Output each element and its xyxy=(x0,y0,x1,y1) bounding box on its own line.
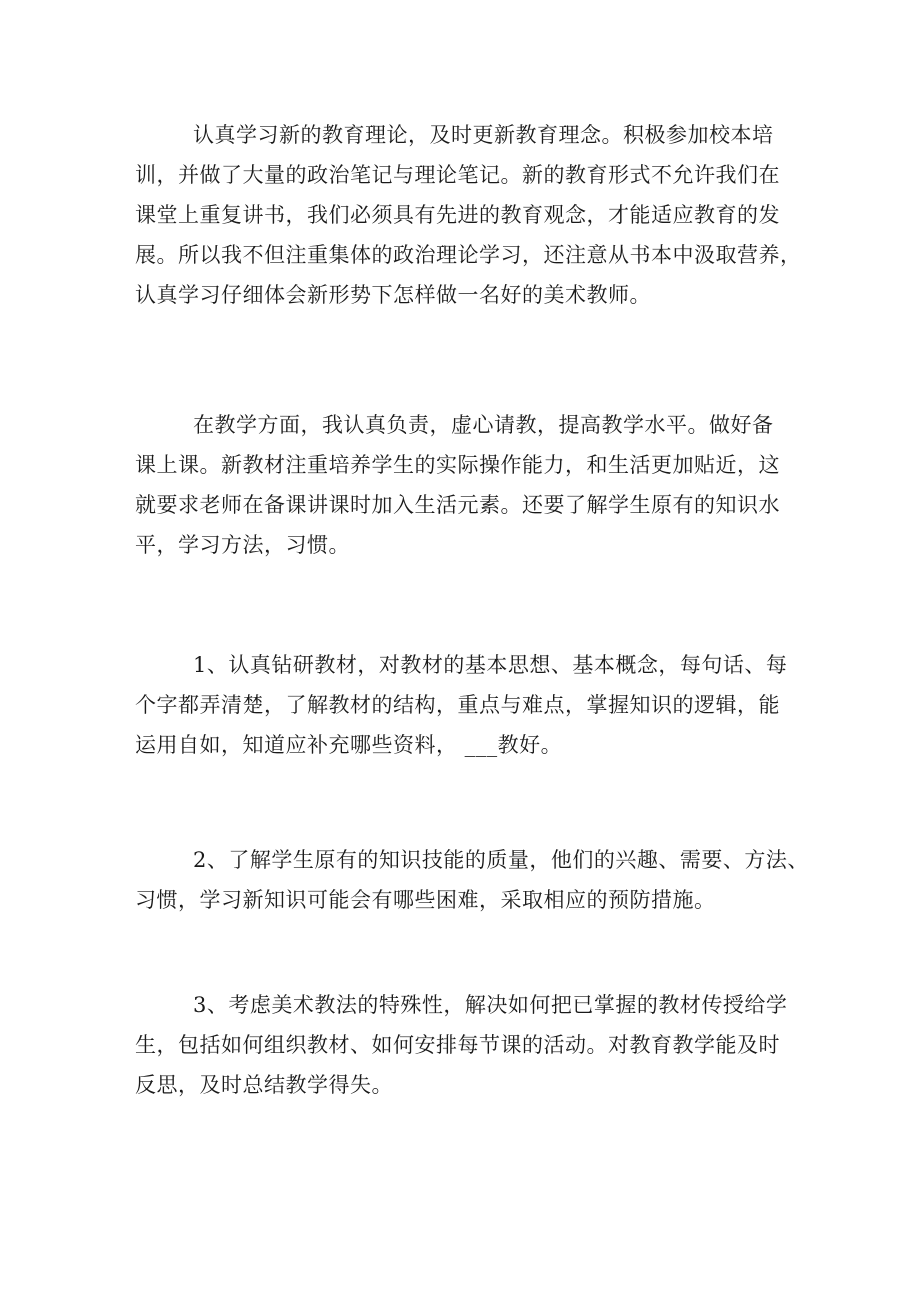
text-line: 平，学习方法，习惯。 xyxy=(135,533,350,557)
text-line: 3、考虑美术教法的特殊性，解决如何把已掌握的教材传授给学 xyxy=(193,993,788,1017)
text-line: 在教学方面，我认真负责，虚心请教，提高教学水平。做好备 xyxy=(193,413,774,437)
text-line: 1、认真钻研教材，对教材的基本思想、基本概念，每句话、每 xyxy=(193,653,788,677)
text-line: 运用自如，知道应补充哪些资料， ___教好。 xyxy=(135,733,563,757)
paragraph-item-3 xyxy=(135,985,788,1105)
text-line: 个字都弄清楚，了解教材的结构，重点与难点，掌握知识的逻辑，能 xyxy=(135,693,780,717)
text-line: 认真学习仔细体会新形势下怎样做一名好的美术教师。 xyxy=(135,283,651,307)
paragraph-teaching xyxy=(135,405,785,565)
text-line: 生，包括如何组织教材、如何安排每节课的活动。对教育教学能及时 xyxy=(135,1033,780,1057)
text-line: 课堂上重复讲书，我们必须具有先进的教育观念，才能适应教育的发 xyxy=(135,203,780,227)
text-line: 展。所以我不但注重集体的政治理论学习，还注意从书本中汲取营养， xyxy=(135,243,802,267)
text-line: 课上课。新教材注重培养学生的实际操作能力，和生活更加贴近，这 xyxy=(135,453,780,477)
text-line: 习惯，学习新知识可能会有哪些困难，采取相应的预防措施。 xyxy=(135,888,716,912)
text-line: 反思，及时总结教学得失。 xyxy=(135,1073,393,1097)
paragraph-item-2 xyxy=(135,840,809,920)
text-line: 训，并做了大量的政治笔记与理论笔记。新的教育形式不允许我们在 xyxy=(135,163,780,187)
paragraph-theory-study xyxy=(135,115,802,315)
paragraph-item-1 xyxy=(135,645,788,765)
text-line: 就要求老师在备课讲课时加入生活元素。还要了解学生原有的知识水 xyxy=(135,493,780,517)
text-line: 2、了解学生原有的知识技能的质量，他们的兴趣、需要、方法、 xyxy=(193,848,809,872)
text-line: 认真学习新的教育理论，及时更新教育理念。积极参加校本培 xyxy=(193,123,774,147)
